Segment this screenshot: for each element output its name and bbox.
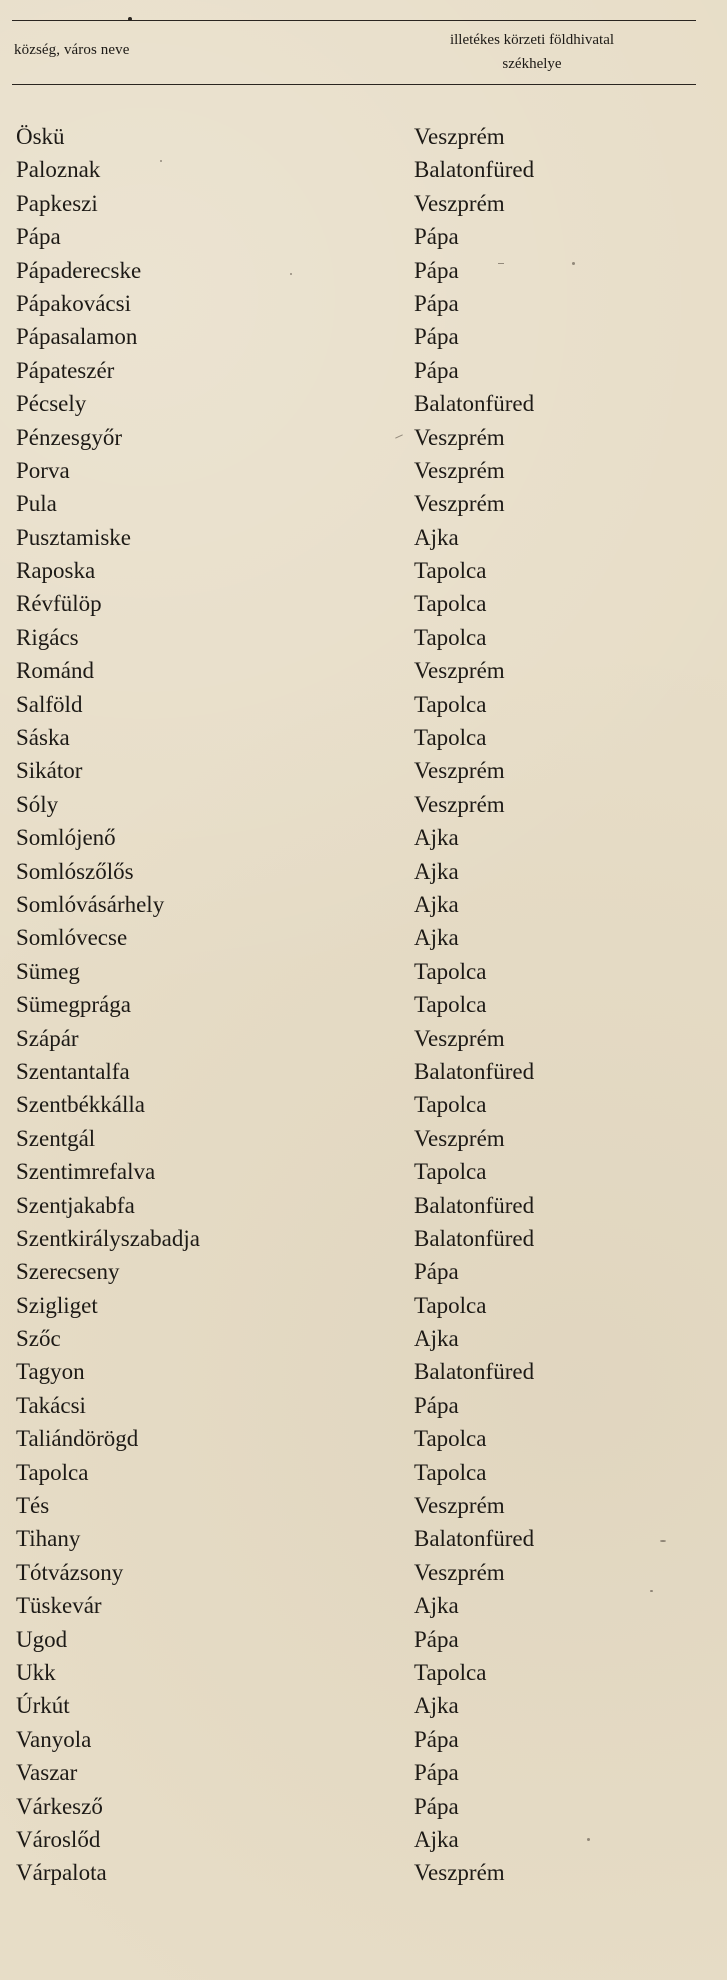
land-office-seat: Veszprém <box>414 491 505 517</box>
town-name: Pápasalamon <box>16 324 138 350</box>
town-name: Szőc <box>16 1326 61 1352</box>
town-name: Városlőd <box>16 1826 101 1852</box>
table-row <box>0 320 727 353</box>
town-name: Rigács <box>16 624 79 650</box>
settlement-list <box>0 120 727 1890</box>
table-row <box>0 621 727 654</box>
town-name: Pápakovácsi <box>16 290 131 316</box>
town-name: Pusztamiske <box>16 524 131 550</box>
table-row <box>0 421 727 454</box>
table-row <box>0 354 727 387</box>
town-name: Paloznak <box>16 157 101 183</box>
town-name: Takácsi <box>16 1392 86 1418</box>
town-name: Papkeszi <box>16 190 98 216</box>
table-row <box>0 487 727 520</box>
town-name: Taliándörögd <box>16 1426 139 1452</box>
town-name: Öskü <box>16 124 65 149</box>
table-row <box>0 1022 727 1055</box>
table-row <box>0 721 727 754</box>
land-office-seat: Pápa <box>414 1793 459 1819</box>
land-office-seat: Veszprém <box>414 124 505 149</box>
table-row <box>0 587 727 620</box>
table-row <box>0 387 727 420</box>
town-name: Pápa <box>16 224 61 250</box>
table-row <box>0 1389 727 1422</box>
town-name: Somlóvecse <box>16 925 128 951</box>
land-office-seat: Tapolca <box>414 691 487 717</box>
town-name: Vaszar <box>16 1760 78 1786</box>
town-name: Tótvázsony <box>16 1559 124 1585</box>
land-office-seat: Balatonfüred <box>414 1192 535 1218</box>
header-office-line1: illetékes körzeti földhivatal <box>449 32 615 48</box>
town-name: Szentantalfa <box>16 1058 130 1084</box>
header-office-line2: székhelye <box>502 56 562 72</box>
land-office-seat: Tapolca <box>414 958 487 984</box>
town-name: Szentimrefalva <box>16 1159 156 1185</box>
table-row <box>0 1856 727 1889</box>
town-name: Ukk <box>16 1659 56 1685</box>
table-row <box>0 254 727 287</box>
rule-tick-mark <box>128 17 132 21</box>
land-office-seat: Balatonfüred <box>414 391 535 417</box>
table-row <box>0 454 727 487</box>
town-name: Porva <box>16 457 70 483</box>
town-name: Sóly <box>16 791 59 817</box>
land-office-seat: Balatonfüred <box>414 1526 535 1552</box>
land-office-seat: Tapolca <box>414 725 487 751</box>
land-office-seat: Pápa <box>414 1726 459 1752</box>
town-name: Somlószőlős <box>16 858 134 884</box>
table-row <box>0 955 727 988</box>
town-name: Románd <box>16 658 94 684</box>
table-row <box>0 1656 727 1689</box>
table-row <box>0 1189 727 1222</box>
town-name: Pécsely <box>16 391 87 417</box>
scan-speck <box>650 1590 653 1592</box>
land-office-seat: Pápa <box>414 324 459 350</box>
table-row <box>0 1756 727 1789</box>
land-office-seat: Tapolca <box>414 1292 487 1318</box>
town-name: Somlójenő <box>16 825 116 851</box>
town-name: Sümegprága <box>16 992 131 1018</box>
town-name: Várkesző <box>16 1793 103 1819</box>
table-header <box>0 24 727 84</box>
town-name: Tihany <box>16 1526 81 1552</box>
table-row <box>0 153 727 186</box>
table-row <box>0 220 727 253</box>
town-name: Tapolca <box>16 1459 89 1485</box>
town-name: Sümeg <box>16 958 80 984</box>
land-office-seat: Ajka <box>414 925 459 951</box>
land-office-seat: Veszprém <box>414 1025 505 1051</box>
table-row <box>0 821 727 854</box>
land-office-seat: Veszprém <box>414 1860 505 1886</box>
table-row <box>0 187 727 220</box>
table-row <box>0 888 727 921</box>
land-office-seat: Balatonfüred <box>414 157 535 183</box>
town-name: Ugod <box>16 1626 68 1652</box>
table-row <box>0 1489 727 1522</box>
land-office-seat: Pápa <box>414 357 459 383</box>
land-office-seat: Veszprém <box>414 1125 505 1151</box>
table-row <box>0 1456 727 1489</box>
land-office-seat: Tapolca <box>414 1426 487 1452</box>
table-row <box>0 1155 727 1188</box>
land-office-seat: Veszprém <box>414 791 505 817</box>
town-name: Tagyon <box>16 1359 85 1385</box>
table-row <box>0 654 727 687</box>
table-row <box>0 287 727 320</box>
table-row <box>0 1255 727 1288</box>
land-office-seat: Veszprém <box>414 190 505 216</box>
town-name: Szigliget <box>16 1292 98 1318</box>
land-office-seat: Tapolca <box>414 1459 487 1485</box>
table-row <box>0 1088 727 1121</box>
table-row <box>0 855 727 888</box>
land-office-seat: Balatonfüred <box>414 1359 535 1385</box>
land-office-seat: Pápa <box>414 257 459 283</box>
land-office-seat: Veszprém <box>414 658 505 684</box>
table-row <box>0 1422 727 1455</box>
table-row <box>0 1556 727 1589</box>
town-name: Vanyola <box>16 1726 92 1752</box>
land-office-seat: Tapolca <box>414 624 487 650</box>
town-name: Révfülöp <box>16 591 102 617</box>
land-office-seat: Veszprém <box>414 457 505 483</box>
town-name: Szerecseny <box>16 1259 120 1285</box>
land-office-seat: Tapolca <box>414 1659 487 1685</box>
table-row <box>0 1222 727 1255</box>
town-name: Szentkirályszabadja <box>16 1225 200 1251</box>
table-row <box>0 1355 727 1388</box>
table-row <box>0 1289 727 1322</box>
land-office-seat: Ajka <box>414 1826 459 1852</box>
header-town-column: község, város neve <box>14 42 130 58</box>
table-row <box>0 1122 727 1155</box>
town-name: Szentgál <box>16 1125 96 1151</box>
land-office-seat: Veszprém <box>414 1493 505 1519</box>
land-office-seat: Ajka <box>414 1593 459 1619</box>
table-row <box>0 1823 727 1856</box>
town-name: Pula <box>16 491 57 517</box>
town-name: Úrkút <box>16 1693 70 1719</box>
town-name: Pápateszér <box>16 357 115 383</box>
town-name: Sáska <box>16 725 70 751</box>
table-row <box>0 120 727 153</box>
land-office-seat: Ajka <box>414 825 459 851</box>
table-row <box>0 1055 727 1088</box>
land-office-seat: Tapolca <box>414 558 487 584</box>
header-rule <box>12 84 696 85</box>
land-office-seat: Ajka <box>414 1693 459 1719</box>
scan-speck <box>587 1838 590 1841</box>
header-office-column <box>392 28 672 76</box>
land-office-seat: Ajka <box>414 891 459 917</box>
town-name: Tés <box>16 1493 50 1519</box>
table-row <box>0 1689 727 1722</box>
table-row <box>0 1790 727 1823</box>
town-name: Salföld <box>16 691 83 717</box>
land-office-seat: Pápa <box>414 290 459 316</box>
table-row <box>0 1723 727 1756</box>
top-rule <box>12 20 696 21</box>
land-office-seat: Tapolca <box>414 992 487 1018</box>
town-name: Pápaderecske <box>16 257 142 283</box>
table-row <box>0 521 727 554</box>
land-office-seat: Pápa <box>414 1259 459 1285</box>
town-name: Várpalota <box>16 1860 107 1886</box>
table-row <box>0 554 727 587</box>
table-row <box>0 921 727 954</box>
land-office-seat: Tapolca <box>414 1159 487 1185</box>
scan-speck <box>160 160 162 162</box>
town-name: Sikátor <box>16 758 83 784</box>
land-office-seat: Veszprém <box>414 424 505 450</box>
table-row <box>0 788 727 821</box>
land-office-seat: Balatonfüred <box>414 1225 535 1251</box>
land-office-seat: Tapolca <box>414 591 487 617</box>
table-row <box>0 1589 727 1622</box>
land-office-seat: Ajka <box>414 524 459 550</box>
table-row <box>0 1623 727 1656</box>
land-office-seat: Balatonfüred <box>414 1058 535 1084</box>
scan-speck <box>660 1540 666 1542</box>
town-name: Szápár <box>16 1025 79 1051</box>
scan-speck <box>572 262 575 265</box>
town-name: Raposka <box>16 558 96 584</box>
scan-speck <box>290 273 292 275</box>
land-office-seat: Tapolca <box>414 1092 487 1118</box>
table-row <box>0 988 727 1021</box>
town-name: Szentbékkálla <box>16 1092 146 1118</box>
town-name: Szentjakabfa <box>16 1192 135 1218</box>
land-office-seat: Veszprém <box>414 1559 505 1585</box>
scan-speck <box>498 263 504 264</box>
land-office-seat: Pápa <box>414 1626 459 1652</box>
table-row <box>0 1322 727 1355</box>
land-office-seat: Veszprém <box>414 758 505 784</box>
land-office-seat: Pápa <box>414 1392 459 1418</box>
table-row <box>0 754 727 787</box>
table-row <box>0 1522 727 1555</box>
land-office-seat: Ajka <box>414 1326 459 1352</box>
table-row <box>0 688 727 721</box>
land-office-seat: Pápa <box>414 1760 459 1786</box>
town-name: Tüskevár <box>16 1593 102 1619</box>
land-office-seat: Ajka <box>414 858 459 884</box>
land-office-seat: Pápa <box>414 224 459 250</box>
town-name: Pénzesgyőr <box>16 424 123 450</box>
town-name: Somlóvásárhely <box>16 891 165 917</box>
